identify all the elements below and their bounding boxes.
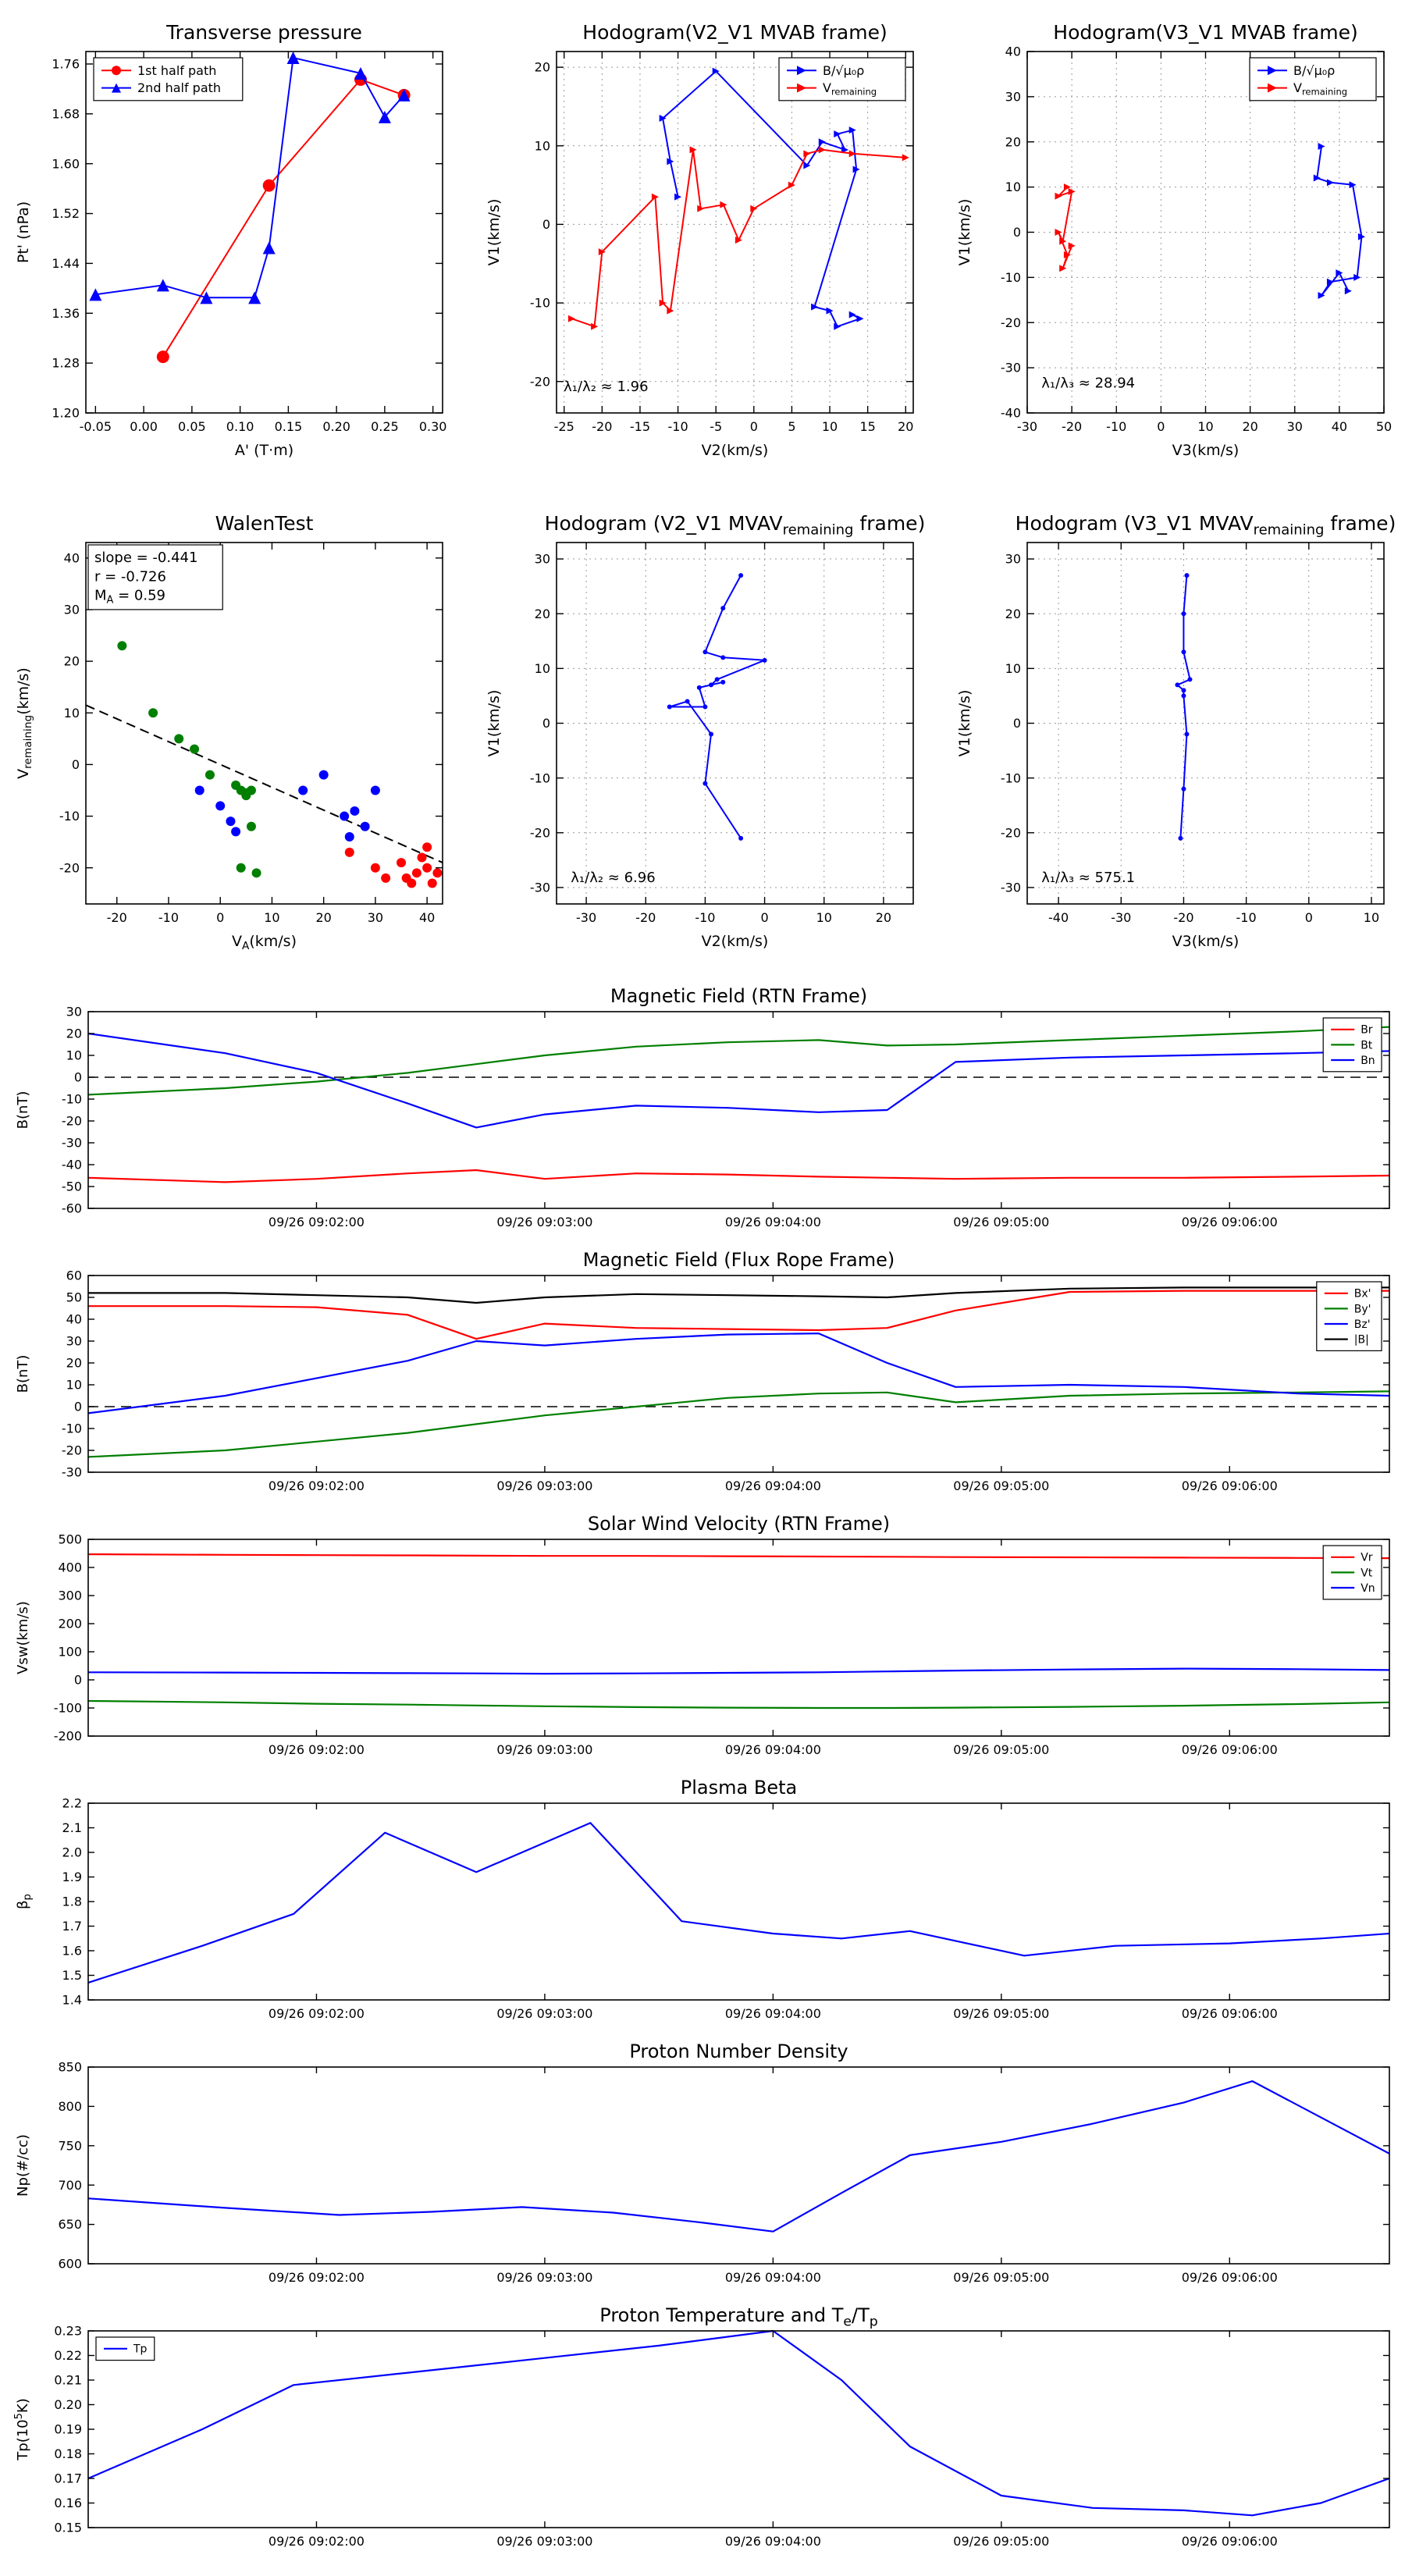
svg-text:0.22: 0.22 — [54, 2348, 82, 2364]
svg-text:1.28: 1.28 — [51, 355, 80, 371]
chart-solar-wind-velocity — [4, 1510, 1401, 1774]
walen-test-title: WalenTest — [215, 512, 313, 535]
svg-text:Tp: Tp — [133, 2343, 148, 2356]
hodogram-v3v1-mvav-title: Hodogram (V3_V1 $MVAV_{remaining}$ frame) — [1015, 512, 1396, 539]
svg-text:Vt: Vt — [1361, 1567, 1373, 1580]
svg-text:10: 10 — [66, 1377, 82, 1393]
hodogram-v3v1-mvav-annotation-0: λ₁/λ₃ ≈ 575.1 — [1040, 870, 1135, 887]
svg-text:-10: -10 — [158, 910, 179, 925]
svg-text:0.20: 0.20 — [54, 2397, 82, 2413]
solar-wind-velocity-ylabel: Vsw(km/s) — [15, 1601, 31, 1674]
svg-text:-5: -5 — [709, 419, 722, 434]
hodogram-v3v1-mvab-xlabel: V3(km/s) — [1172, 442, 1239, 459]
svg-text:0.30: 0.30 — [418, 419, 446, 434]
svg-text:09/26 09:04:00: 09/26 09:04:00 — [724, 1742, 821, 1757]
svg-text:0: 0 — [542, 716, 550, 731]
svg-text:-20: -20 — [529, 825, 550, 841]
svg-text:-25: -25 — [553, 419, 574, 434]
svg-text:0: 0 — [73, 1069, 82, 1085]
svg-text:-0.05: -0.05 — [79, 419, 112, 434]
svg-text:-30: -30 — [61, 1135, 82, 1151]
svg-text:2.2: 2.2 — [62, 1795, 82, 1811]
hodogram-v3v1-mvav-ylabel: V1(km/s) — [955, 689, 973, 757]
svg-text:-20: -20 — [1000, 315, 1021, 330]
magnetic-field-rtn-ylabel: B(nT) — [15, 1091, 31, 1130]
svg-text:0.20: 0.20 — [322, 419, 350, 434]
svg-text:09/26 09:06:00: 09/26 09:06:00 — [1181, 2534, 1278, 2549]
svg-text:-10: -10 — [61, 1421, 82, 1436]
svg-text:-15: -15 — [629, 419, 650, 434]
svg-text:09/26 09:04:00: 09/26 09:04:00 — [724, 2534, 821, 2549]
svg-text:-30: -30 — [1110, 910, 1131, 925]
chart-proton-temperature — [4, 2301, 1401, 2565]
svg-text:-20: -20 — [61, 1113, 82, 1129]
svg-text:09/26 09:03:00: 09/26 09:03:00 — [496, 2534, 593, 2549]
svg-text:-100: -100 — [53, 1700, 82, 1716]
magnetic-field-rtn-legend — [1323, 1018, 1382, 1072]
hodogram-v2v1-mvav-canvas — [478, 502, 927, 966]
svg-text:-30: -30 — [61, 1464, 82, 1480]
svg-text:0: 0 — [759, 910, 769, 925]
svg-text:1.9: 1.9 — [62, 1870, 82, 1885]
svg-text:09/26 09:05:00: 09/26 09:05:00 — [953, 1215, 1050, 1229]
svg-text:100: 100 — [58, 1644, 82, 1660]
svg-text:10: 10 — [63, 705, 80, 720]
plasma-beta-ylabel: $\beta_p$ — [15, 1894, 34, 1909]
svg-text:1.76: 1.76 — [51, 56, 80, 72]
svg-text:-10: -10 — [529, 295, 550, 311]
svg-text:1.8: 1.8 — [62, 1894, 82, 1909]
svg-text:400: 400 — [58, 1560, 82, 1575]
svg-text:-40: -40 — [61, 1157, 82, 1172]
svg-text:40: 40 — [418, 910, 435, 925]
svg-text:2.0: 2.0 — [62, 1845, 82, 1860]
hodogram-v3v1-mvav-canvas — [949, 502, 1398, 966]
svg-text:09/26 09:02:00: 09/26 09:02:00 — [268, 1478, 365, 1493]
svg-text:-10: -10 — [61, 1091, 82, 1107]
svg-text:09/26 09:05:00: 09/26 09:05:00 — [953, 2534, 1050, 2549]
svg-text:-30: -30 — [1000, 880, 1021, 895]
svg-text:0: 0 — [542, 217, 550, 233]
svg-text:-10: -10 — [667, 419, 688, 434]
svg-text:10: 10 — [1197, 419, 1214, 434]
svg-text:30: 30 — [66, 1004, 82, 1019]
svg-text:-40: -40 — [1000, 405, 1021, 421]
svg-text:0: 0 — [215, 910, 224, 925]
svg-text:Bz': Bz' — [1353, 1318, 1371, 1331]
svg-text:-40: -40 — [1048, 910, 1069, 925]
svg-text:30: 30 — [66, 1333, 82, 1349]
svg-text:50: 50 — [1375, 419, 1392, 434]
svg-text:0.05: 0.05 — [177, 419, 206, 434]
hodogram-v3v1-mvab-title: Hodogram(V3_V1 MVAB frame) — [1052, 21, 1358, 44]
svg-text:-20: -20 — [1000, 825, 1021, 841]
svg-text:30: 30 — [1005, 551, 1021, 567]
svg-text:1.52: 1.52 — [51, 206, 80, 222]
hodogram-v2v1-mvab-ylabel: V1(km/s) — [485, 198, 503, 266]
svg-text:10: 10 — [1363, 910, 1379, 925]
walen-test-xlabel: $V_A(km/s)$ — [231, 933, 297, 953]
chart-magnetic-field-rtn — [4, 982, 1401, 1246]
magnetic-field-flux-rope-canvas — [4, 1246, 1401, 1510]
svg-text:09/26 09:03:00: 09/26 09:03:00 — [496, 2006, 593, 2021]
walen-test-canvas — [8, 502, 457, 966]
solar-wind-velocity-canvas — [4, 1510, 1401, 1774]
svg-text:-10: -10 — [694, 910, 715, 925]
svg-text:09/26 09:03:00: 09/26 09:03:00 — [496, 1478, 593, 1493]
svg-text:30: 30 — [534, 551, 550, 567]
svg-text:B/√μ₀ρ: B/√μ₀ρ — [822, 62, 864, 78]
svg-text:-20: -20 — [61, 1443, 82, 1458]
svg-text:Bx': Bx' — [1353, 1287, 1371, 1300]
svg-text:09/26 09:04:00: 09/26 09:04:00 — [724, 2270, 821, 2285]
svg-text:40: 40 — [1331, 419, 1347, 434]
svg-text:20: 20 — [1005, 606, 1021, 621]
svg-text:30: 30 — [1005, 89, 1021, 105]
svg-text:20: 20 — [315, 910, 332, 925]
walen-test-stats-box — [88, 545, 222, 610]
magnetic-field-rtn-canvas — [4, 982, 1401, 1246]
svg-text:10: 10 — [534, 660, 550, 676]
svg-text:0: 0 — [1156, 419, 1165, 434]
svg-text:20: 20 — [1005, 134, 1021, 150]
svg-text:1.6: 1.6 — [62, 1943, 82, 1959]
svg-text:-30: -30 — [1016, 419, 1037, 434]
proton-temperature-canvas — [4, 2301, 1401, 2565]
subplot-row-2 — [0, 475, 1405, 966]
svg-text:Br: Br — [1361, 1023, 1373, 1037]
svg-text:10: 10 — [66, 1048, 82, 1063]
svg-text:-20: -20 — [635, 910, 656, 925]
svg-text:Vremaining: $V_{remaining}$ — [1293, 80, 1347, 98]
svg-text:0: 0 — [73, 1399, 82, 1414]
svg-text:20: 20 — [875, 910, 891, 925]
svg-text:Vremaining: $V_{remaining}$ — [822, 80, 877, 98]
svg-text:09/26 09:02:00: 09/26 09:02:00 — [268, 2270, 365, 2285]
svg-text:15: 15 — [859, 419, 876, 434]
svg-text:700: 700 — [58, 2177, 82, 2193]
proton-number-density-ylabel: Np(#/cc) — [15, 2134, 31, 2197]
svg-text:09/26 09:04:00: 09/26 09:04:00 — [724, 2006, 821, 2021]
svg-text:40: 40 — [1005, 44, 1021, 59]
svg-text:10: 10 — [534, 138, 550, 154]
hodogram-v2v1-mvav-ylabel: V1(km/s) — [485, 689, 503, 757]
svg-text:09/26 09:06:00: 09/26 09:06:00 — [1181, 2006, 1278, 2021]
svg-text:2nd half path: 2nd half path — [137, 80, 221, 96]
chart-hodogram-v2v1-mvab — [478, 11, 927, 475]
svg-text:0.15: 0.15 — [274, 419, 302, 434]
svg-text:-20: -20 — [1172, 910, 1194, 925]
svg-text:10: 10 — [821, 419, 838, 434]
svg-text:09/26 09:06:00: 09/26 09:06:00 — [1181, 1215, 1278, 1229]
svg-text:1.44: 1.44 — [51, 256, 80, 272]
svg-text:1.5: 1.5 — [62, 1968, 82, 1984]
svg-text:09/26 09:06:00: 09/26 09:06:00 — [1181, 1478, 1278, 1493]
svg-text:slope = -0.441: slope = -0.441 — [94, 550, 197, 566]
svg-text:0.25: 0.25 — [370, 419, 399, 434]
svg-text:|B|: |B| — [1353, 1333, 1369, 1347]
svg-text:-20: -20 — [106, 910, 127, 925]
svg-text:0: 0 — [71, 757, 80, 773]
svg-text:0: 0 — [1012, 225, 1021, 240]
svg-text:10: 10 — [1005, 660, 1021, 676]
svg-text:30: 30 — [63, 602, 80, 617]
svg-text:0.15: 0.15 — [54, 2520, 82, 2535]
svg-text:200: 200 — [58, 1616, 82, 1631]
proton-number-density-canvas — [4, 2037, 1401, 2301]
svg-text:-60: -60 — [61, 1201, 82, 1216]
svg-text:09/26 09:04:00: 09/26 09:04:00 — [724, 1478, 821, 1493]
svg-text:0.23: 0.23 — [54, 2323, 82, 2339]
chart-proton-number-density — [4, 2037, 1401, 2301]
svg-text:-10: -10 — [1105, 419, 1126, 434]
svg-text:09/26 09:03:00: 09/26 09:03:00 — [496, 1215, 593, 1229]
svg-text:850: 850 — [58, 2059, 82, 2075]
svg-text:500: 500 — [58, 1532, 82, 1547]
svg-text:650: 650 — [58, 2217, 82, 2233]
hodogram-v3v1-mvab-legend — [1250, 58, 1376, 101]
magnetic-field-rtn-title: Magnetic Field (RTN Frame) — [610, 985, 868, 1007]
svg-text:Vn: Vn — [1361, 1582, 1375, 1595]
svg-text:1.36: 1.36 — [51, 305, 80, 321]
svg-text:20: 20 — [66, 1026, 82, 1041]
hodogram-v2v1-mvav-annotation-0: λ₁/λ₂ ≈ 6.96 — [570, 870, 656, 887]
svg-text:20: 20 — [1241, 419, 1258, 434]
svg-text:Vr: Vr — [1361, 1551, 1373, 1564]
svg-text:30: 30 — [367, 910, 383, 925]
svg-text:800: 800 — [58, 2099, 82, 2114]
svg-text:-200: -200 — [53, 1728, 82, 1744]
svg-text:0: 0 — [73, 1672, 82, 1688]
svg-text:09/26 09:04:00: 09/26 09:04:00 — [724, 1215, 821, 1229]
hodogram-v2v1-mvab-title: Hodogram(V2_V1 MVAB frame) — [582, 21, 887, 44]
svg-text:By': By' — [1353, 1303, 1371, 1316]
svg-text:09/26 09:03:00: 09/26 09:03:00 — [496, 1742, 593, 1757]
solar-wind-velocity-legend — [1323, 1546, 1382, 1599]
hodogram-v3v1-mvab-annotation-0: λ₁/λ₃ ≈ 28.94 — [1040, 375, 1135, 392]
svg-text:0.21: 0.21 — [54, 2372, 82, 2388]
proton-temperature-legend — [96, 2337, 155, 2361]
walen-test-ylabel: $V_{remaining}(km/s)$ — [14, 667, 34, 779]
svg-text:60: 60 — [66, 1268, 82, 1283]
svg-text:-10: -10 — [1236, 910, 1257, 925]
svg-text:MA = 0.59: $M_A = 0.59$ — [94, 587, 165, 607]
svg-text:20: 20 — [66, 1355, 82, 1371]
svg-text:Bn: Bn — [1361, 1054, 1375, 1067]
svg-text:0.17: 0.17 — [54, 2471, 82, 2486]
svg-text:20: 20 — [63, 653, 80, 669]
svg-text:-30: -30 — [1000, 360, 1021, 375]
svg-text:20: 20 — [534, 606, 550, 621]
svg-text:-10: -10 — [1000, 269, 1021, 285]
svg-text:-10: -10 — [529, 770, 550, 786]
svg-text:09/26 09:02:00: 09/26 09:02:00 — [268, 1215, 365, 1229]
timeseries-stack — [0, 966, 1405, 2565]
subplot-row-1 — [0, 0, 1405, 475]
proton-temperature-title: Proton Temperature and $T_e/T_p$ — [599, 2304, 878, 2330]
svg-text:09/26 09:05:00: 09/26 09:05:00 — [953, 1478, 1050, 1493]
hodogram-v3v1-mvab-ylabel: V1(km/s) — [955, 198, 973, 266]
svg-text:0: 0 — [749, 419, 758, 434]
svg-text:0.16: 0.16 — [54, 2496, 82, 2511]
svg-text:Bt: Bt — [1361, 1039, 1373, 1052]
svg-text:1.7: 1.7 — [62, 1919, 82, 1934]
svg-text:1.4: 1.4 — [62, 1992, 82, 2008]
svg-text:10: 10 — [816, 910, 832, 925]
svg-text:750: 750 — [58, 2138, 82, 2154]
svg-text:0.18: 0.18 — [54, 2446, 82, 2462]
svg-text:09/26 09:03:00: 09/26 09:03:00 — [496, 2270, 593, 2285]
hodogram-v3v1-mvab-canvas — [949, 11, 1398, 475]
magnetic-field-flux-rope-title: Magnetic Field (Flux Rope Frame) — [582, 1249, 895, 1271]
svg-text:40: 40 — [66, 1311, 82, 1327]
svg-text:-20: -20 — [529, 374, 550, 390]
svg-text:09/26 09:02:00: 09/26 09:02:00 — [268, 2534, 365, 2549]
transverse-pressure-title: Transverse pressure — [165, 21, 362, 44]
svg-text:0: 0 — [1304, 910, 1313, 925]
hodogram-v2v1-mvav-title: Hodogram (V2_V1 $MVAV_{remaining}$ frame) — [544, 512, 925, 539]
plasma-beta-title: Plasma Beta — [680, 1777, 798, 1799]
svg-text:0.19: 0.19 — [54, 2421, 82, 2437]
svg-text:0.10: 0.10 — [226, 419, 254, 434]
svg-text:-20: -20 — [1061, 419, 1082, 434]
magnetic-field-flux-rope-legend — [1317, 1282, 1382, 1350]
svg-text:-10: -10 — [1000, 770, 1021, 786]
hodogram-v2v1-mvab-legend — [779, 58, 905, 101]
svg-text:1.20: 1.20 — [51, 405, 80, 421]
svg-text:-30: -30 — [575, 910, 596, 925]
chart-hodogram-v3v1-mvav — [949, 502, 1398, 966]
svg-text:09/26 09:06:00: 09/26 09:06:00 — [1181, 1742, 1278, 1757]
svg-text:1.60: 1.60 — [51, 156, 80, 172]
svg-text:B/√μ₀ρ: B/√μ₀ρ — [1293, 62, 1335, 78]
svg-text:09/26 09:05:00: 09/26 09:05:00 — [953, 2270, 1050, 2285]
proton-temperature-ylabel: $Tp(10^5K)$ — [13, 2398, 31, 2460]
magnetic-field-flux-rope-ylabel: B(nT) — [15, 1354, 31, 1393]
chart-transverse-pressure — [8, 11, 457, 475]
svg-text:09/26 09:05:00: 09/26 09:05:00 — [953, 1742, 1050, 1757]
hodogram-v3v1-mvav-xlabel: V3(km/s) — [1172, 933, 1239, 950]
svg-text:0.00: 0.00 — [129, 419, 158, 434]
chart-plasma-beta — [4, 1774, 1401, 2037]
svg-text:-30: -30 — [529, 880, 550, 895]
chart-magnetic-field-flux-rope — [4, 1246, 1401, 1510]
svg-text:-20: -20 — [59, 860, 80, 876]
svg-text:10: 10 — [263, 910, 280, 925]
hodogram-v2v1-mvab-annotation-0: λ₁/λ₂ ≈ 1.96 — [563, 379, 649, 396]
svg-text:-50: -50 — [61, 1179, 82, 1194]
transverse-pressure-xlabel: A' (T·m) — [234, 442, 293, 459]
svg-text:1.68: 1.68 — [51, 106, 80, 122]
svg-text:2.1: 2.1 — [62, 1820, 82, 1836]
svg-text:600: 600 — [58, 2256, 82, 2272]
svg-text:20: 20 — [897, 419, 913, 434]
svg-text:-20: -20 — [591, 419, 612, 434]
svg-text:20: 20 — [534, 59, 550, 75]
plasma-beta-canvas — [4, 1774, 1401, 2037]
transverse-pressure-ylabel: Pt' (nPa) — [14, 201, 32, 264]
chart-hodogram-v3v1-mvab — [949, 11, 1398, 475]
svg-text:5: 5 — [787, 419, 796, 434]
svg-text:10: 10 — [1005, 180, 1021, 195]
hodogram-v2v1-mvab-canvas — [478, 11, 927, 475]
chart-hodogram-v2v1-mvav — [478, 502, 927, 966]
svg-text:0: 0 — [1012, 716, 1021, 731]
svg-text:300: 300 — [58, 1588, 82, 1603]
svg-text:1st half path: 1st half path — [137, 62, 216, 78]
svg-text:40: 40 — [63, 550, 80, 566]
solar-wind-velocity-title: Solar Wind Velocity (RTN Frame) — [587, 1513, 891, 1535]
svg-text:r = -0.726: r = -0.726 — [94, 568, 166, 585]
svg-text:-10: -10 — [59, 809, 80, 824]
transverse-pressure-legend — [94, 58, 243, 101]
svg-text:09/26 09:02:00: 09/26 09:02:00 — [268, 1742, 365, 1757]
svg-text:50: 50 — [66, 1290, 82, 1305]
transverse-pressure-canvas — [8, 11, 457, 475]
hodogram-v2v1-mvav-xlabel: V2(km/s) — [701, 933, 768, 950]
chart-walen-test — [8, 502, 457, 966]
hodogram-v2v1-mvab-xlabel: V2(km/s) — [701, 442, 768, 459]
svg-text:09/26 09:06:00: 09/26 09:06:00 — [1181, 2270, 1278, 2285]
proton-number-density-title: Proton Number Density — [629, 2041, 848, 2062]
svg-text:30: 30 — [1286, 419, 1303, 434]
svg-text:09/26 09:02:00: 09/26 09:02:00 — [268, 2006, 365, 2021]
svg-text:09/26 09:05:00: 09/26 09:05:00 — [953, 2006, 1050, 2021]
